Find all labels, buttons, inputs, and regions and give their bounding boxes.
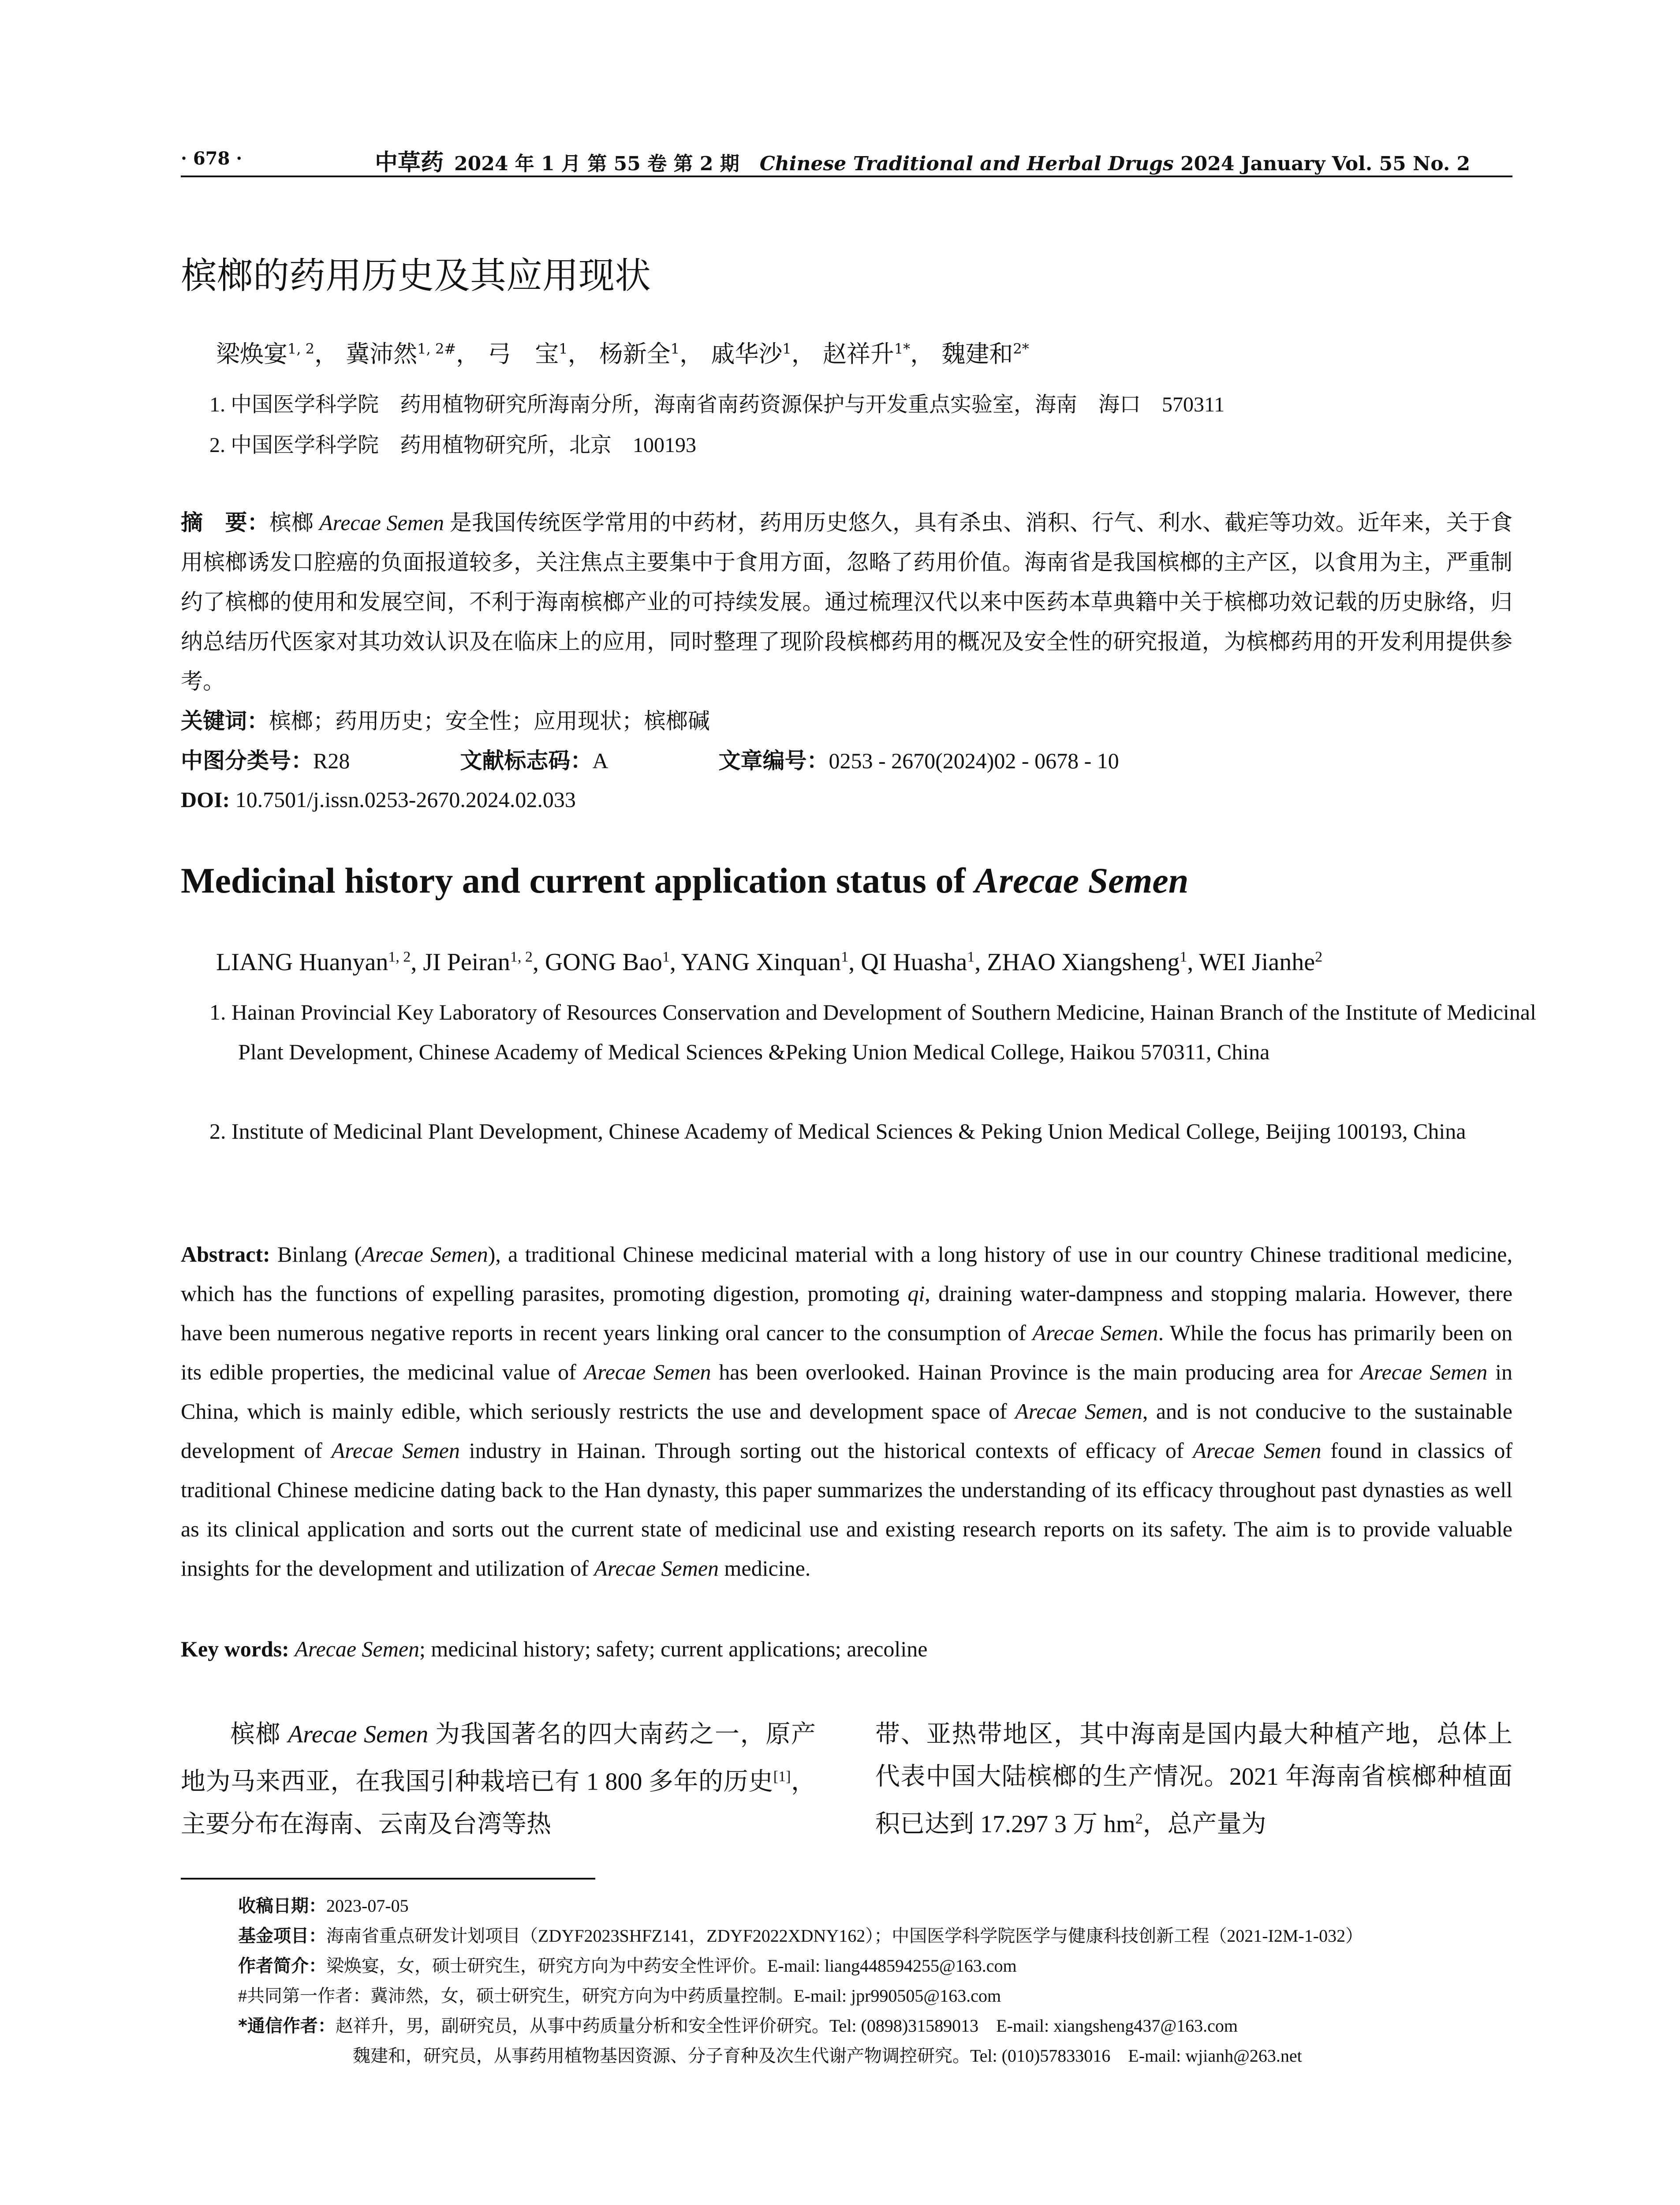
author-cn: 弓 宝 <box>487 340 559 368</box>
body-text: 槟榔 <box>230 1721 288 1748</box>
doc-code-label: 文献标志码： <box>460 748 593 774</box>
author-sup: 2* <box>1013 340 1029 357</box>
latin-name: Arecae Semen <box>295 1637 420 1661</box>
latin-name: Arecae Semen <box>1032 1320 1158 1345</box>
latin-name: Arecae Semen <box>331 1438 460 1463</box>
abstract-en <box>181 1235 1512 1588</box>
footnote-corresponding-2 <box>353 2042 1302 2067</box>
author-sup: 1 <box>662 949 670 965</box>
footnote-label: 收稿日期： <box>238 1896 326 1916</box>
body-text: ，主要分布在海南、云南及台湾等热 <box>181 1768 816 1838</box>
footnote-text: #共同第一作者：冀沛然，女，硕士研究生，研究方向为中药质量控制。E-mail: jpr990505@163.com <box>238 1986 1001 2006</box>
latin-name: Arecae Semen <box>362 1242 488 1267</box>
footnote-co-first-author <box>238 1982 1001 2007</box>
affiliation-cn-2: 2. 中国医学科学院 药用植物研究所，北京 100193 <box>209 434 697 457</box>
author-sup: 1 <box>670 340 680 357</box>
doi-label: DOI: <box>181 787 230 812</box>
author-cn: 戚华沙 <box>711 340 783 368</box>
author-sup: 2 <box>1315 949 1323 965</box>
author-cn: 梁焕宴 <box>216 340 287 368</box>
abstract-en-text: . While the focus has primarily been on its edible properties, the medicinal value of <box>181 1320 1513 1384</box>
author-sup: 1, 2# <box>417 340 456 357</box>
keywords-en-label: Key words: <box>181 1637 289 1661</box>
latin-name: Arecae Semen <box>287 1721 429 1748</box>
footnote-text: 2023-07-05 <box>326 1896 409 1916</box>
footnote-received <box>238 1892 409 1917</box>
latin-name: Arecae Semen <box>584 1360 711 1384</box>
authors-en: LIANG Huanyan$^{1, 2}$, JI Peiran$^{1, 2}$, GONG Bao$^1$, YANG Xinquan$^1$, QI Huasha$^1$, ZHAO Xiangsheng$^1$, WEI Jianhe$^2$ <box>216 949 1323 976</box>
journal-line <box>375 144 1470 177</box>
footnote-author-intro <box>238 1952 1017 1977</box>
author-sup: 1, 2 <box>287 340 315 357</box>
unit-superscript: 2 <box>1135 1811 1143 1827</box>
clc-value: R28 <box>313 748 350 773</box>
author-en: JI Peiran <box>423 949 510 976</box>
author-sup: 1 <box>841 949 849 965</box>
abstract-cn-text: 是我国传统医学常用的中药材，药用历史悠久，具有杀虫、消积、行气、利水、截疟等功效。近年来，关于食用槟榔诱发口腔癌的负面报道较多，关注焦点主要集中于食用方面，忽略了药用价值。海南省是我国槟榔的主产区，以食用为主，严重制约了槟榔的使用和发展空间，不利于海南槟榔产业的可持续发展。通过梳理汉代以来中医药本草典籍中关于槟榔功效记载的历史脉络，归纳总结历代医家对其功效认识及在临床上的应用，同时整理了现阶段槟榔药用的概况及安全性的研究报道，为槟榔药用的开发利用提供参考。 <box>181 510 1513 694</box>
author-cn: 赵祥升 <box>822 340 894 368</box>
body-column-left <box>181 1713 816 1846</box>
affiliation-en-2: 2. Institute of Medicinal Plant Development, Chinese Academy of Medical Sciences & Peking Union Medical College, Beijing 100193, China <box>209 1119 1466 1144</box>
abstract-en-text: ), a traditional Chinese medicinal material with a long history of use in our country Chinese traditional medicine, which has the functions of expelling parasites, promoting digestion, promoting <box>181 1242 1513 1306</box>
abstract-cn-label: 摘 要： <box>181 510 269 535</box>
footnote-label: *通信作者： <box>238 2016 336 2036</box>
journal-en-issue: 2024 January Vol. 55 No. 2 <box>1180 153 1471 175</box>
author-en: GONG Bao <box>545 949 662 976</box>
clc-label: 中图分类号： <box>181 748 313 774</box>
author-cn: 杨新全 <box>599 340 671 368</box>
abstract-en-text: , and is not conducive to the sustainable development of <box>181 1399 1512 1463</box>
abstract-en-text: has been overlooked. Hainan Province is the main producing area for <box>711 1360 1361 1384</box>
author-sup: 1 <box>1180 949 1187 965</box>
body-text: 带、亚热带地区，其中海南是国内最大种植产地，总体上代表中国大陆槟榔的生产情况。2021 年海南省槟榔种植面积已达到 17.297 3 万 hm <box>875 1721 1512 1838</box>
footnote-corresponding <box>238 2012 1238 2037</box>
affiliation-cn-1: 1. 中国医学科学院 药用植物研究所海南分所，海南省南药资源保护与开发重点实验室，海南 海口 570311 <box>209 393 1225 416</box>
footnote-funding <box>238 1922 1363 1947</box>
author-sup: 1, 2 <box>510 949 533 965</box>
footnote-label: 基金项目： <box>238 1926 326 1946</box>
keywords-cn <box>181 701 1512 741</box>
latin-name: Arecae Semen <box>319 510 444 535</box>
abstract-en-label: Abstract: <box>181 1242 270 1267</box>
footnote-text: 赵祥升，男，副研究员，从事中药质量分析和安全性评价研究。Tel: (0898)31589013 E-mail: xiangsheng437@163.com <box>335 2016 1238 2036</box>
doi-value[interactable]: 10.7501/j.issn.0253-2670.2024.02.033 <box>235 787 576 812</box>
page-number: · 678 · <box>181 148 243 169</box>
author-sup: 1, 2 <box>388 949 411 965</box>
title-en-latin: Arecae Semen <box>974 860 1189 901</box>
body-column-right <box>875 1713 1512 1846</box>
abstract-en-text: in China, which is mainly edible, which seriously restricts the use and development space of <box>181 1360 1512 1424</box>
running-header <box>181 140 1512 177</box>
journal-logo: 中草药 <box>375 149 444 176</box>
keywords-cn-label: 关键词： <box>181 708 269 734</box>
author-en: WEI Jianhe <box>1199 949 1315 976</box>
article-no-label: 文章编号： <box>718 748 829 774</box>
authors-cn: 梁焕宴$^{1, 2}$， 冀沛然$^{1, 2\#}$， 弓 宝$^1$， 杨新全$^1$， 戚华沙$^1$， 赵祥升$^{1*}$， 魏建和$^{2*}$ <box>216 340 1029 368</box>
author-cn: 冀沛然 <box>346 340 418 368</box>
author-en: LIANG Huanyan <box>216 949 388 976</box>
footnote-label: 作者简介： <box>238 1956 326 1976</box>
journal-en: Chinese Traditional and Herbal Drugs <box>759 153 1174 175</box>
title-en-text: Medicinal history and current application status of <box>181 860 975 901</box>
qi-term: qi <box>907 1281 925 1306</box>
doi-line <box>181 780 576 819</box>
doc-code-value: A <box>592 748 609 773</box>
article-no-value: 0253 - 2670(2024)02 - 0678 - 10 <box>829 748 1119 773</box>
footnote-text: 魏建和，研究员，从事药用植物基因资源、分子育种及次生代谢产物调控研究。Tel: (010)57833016 E-mail: wjianh@263.net <box>353 2046 1302 2066</box>
latin-name: Arecae Semen <box>1360 1360 1488 1384</box>
abstract-en-text: medicine. <box>719 1556 811 1581</box>
author-en: ZHAO Xiangsheng <box>987 949 1180 976</box>
footnote-text: 海南省重点研发计划项目（ZDYF2023SHFZ141，ZDYF2022XDNY162）；中国医学科学院医学与健康科技创新工程（2021-I2M-1-032） <box>326 1926 1363 1946</box>
abstract-cn-text: 槟榔 <box>269 510 320 535</box>
body-text: 为我国著名的四大南药之一，原产地为马来西亚，在我国引种栽培已有 1 800 多年的历史 <box>181 1721 816 1796</box>
classification-line <box>181 741 1119 781</box>
abstract-en-text: , draining water-dampness and stopping malaria. However, there have been numerous negative reports in recent years linking oral cancer to the consumption of <box>181 1281 1513 1345</box>
body-text: ，总产量为 <box>1142 1810 1266 1838</box>
citation-ref[interactable]: [1] <box>773 1768 791 1785</box>
keywords-en-text: ; medicinal history; safety; current applications; arecoline <box>419 1637 928 1661</box>
abstract-en-text: industry in Hainan. Through sorting out the historical contexts of efficacy of <box>459 1438 1193 1463</box>
keywords-en <box>181 1629 1512 1669</box>
abstract-cn <box>181 503 1512 701</box>
latin-name: Arecae Semen <box>1015 1399 1142 1424</box>
latin-name: Arecae Semen <box>594 1556 719 1581</box>
title-en <box>181 860 1188 901</box>
latin-name: Arecae Semen <box>1193 1438 1322 1463</box>
author-en: QI Huasha <box>861 949 967 976</box>
footnote-text: 梁焕宴，女，硕士研究生，研究方向为中药安全性评价。E-mail: liang448594255@163.com <box>326 1956 1017 1976</box>
abstract-en-text: found in classics of traditional Chinese medicine dating back to the Han dynasty, this paper summarizes the understanding of its efficacy throughout past dynasties as well as its clinical application and sorts out the current state of medicinal use and existing research reports on its safety. The aim is to provide valuable insights for the development and utilization of <box>181 1438 1513 1581</box>
title-cn: 槟榔的药用历史及其应用现状 <box>181 255 651 297</box>
author-en: YANG Xinquan <box>681 949 841 976</box>
footnote-rule <box>181 1878 595 1880</box>
journal-cn: 2024 年 1 月 第 55 卷 第 2 期 <box>454 153 739 175</box>
keywords-cn-text: 槟榔；药用历史；安全性；应用现状；槟榔碱 <box>269 709 710 733</box>
affiliation-en-1: 1. Hainan Provincial Key Laboratory of Resources Conservation and Development of Southern Medicine, Hainan Branch of the Institute of Medicinal Plant Development, Chinese Academy of Medical Sciences &Peking Union Medical College, Haikou 570311, China <box>209 1000 1536 1064</box>
abstract-en-text: Binlang ( <box>270 1242 362 1267</box>
author-sup: 1* <box>894 340 911 357</box>
author-sup: 1 <box>559 340 568 357</box>
author-cn: 魏建和 <box>941 340 1013 368</box>
author-sup: 1 <box>782 340 791 357</box>
author-sup: 1 <box>967 949 975 965</box>
